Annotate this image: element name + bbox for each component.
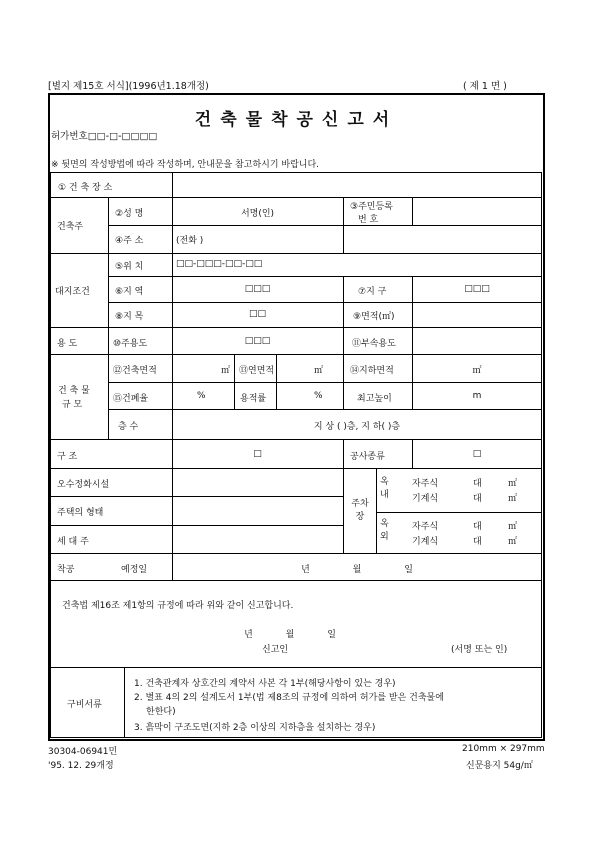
zone-value: □□□ [464,284,490,294]
far-label: 용적률 [240,394,267,404]
district-label: ⑥지 역 [115,287,144,297]
scale-group-label-2: 규 모 [62,400,83,410]
far-unit: % [314,391,323,401]
households-label: 세 대 주 [57,537,89,547]
reporter-label: 신고인 [262,645,289,655]
landuse-label: ⑧지 목 [115,312,144,322]
structure-value: □ [253,449,262,459]
building-area-unit: ㎡ [221,366,231,376]
lot-value: □□-□□□-□□-□□ [176,259,263,269]
indoor-self-label: 자주식 [412,479,439,489]
document-item-2-cont: 한한다) [146,707,176,717]
footer-paper: 신문용지 54g/㎡ [466,761,533,771]
floor-area-label: ⑬연면적 [239,366,275,376]
footer-revised: '95. 12. 29개정 [48,761,114,771]
parking-label: 주차장 [351,499,369,522]
land-group-label: 대지조건 [55,287,90,297]
outdoor-mech-m2: ㎡ [508,537,518,547]
floors-label: 층 수 [118,422,139,432]
footer-code: 30304-06941민 [48,747,118,757]
outdoor-label: 옥외 [380,519,389,542]
basement-area-label: ⑭지하면적 [350,366,394,376]
indoor-mech-unit: 대 [473,494,482,504]
form-title: 건축물착공신고서 [194,110,399,130]
scale-group-label-1: 건 축 물 [58,386,90,396]
outdoor-mech-unit: 대 [473,537,482,547]
sub-use-label: ⑪부속용도 [352,339,396,349]
declaration-text: 건축법 제16조 제1항의 규정에 따라 위와 같이 신고합니다. [62,601,294,611]
building-area-label: ⑫건축면적 [113,366,157,376]
septic-label: 오수정화시설 [57,480,110,490]
start-label: 착공 [57,565,75,575]
owner-group-label: 건축주 [57,222,84,232]
address-value: (전화 ) [176,236,204,246]
name-value: 서명(인) [240,209,275,219]
area-label: ⑨면적(㎡) [353,312,395,322]
outdoor-self-m2: ㎡ [508,522,518,532]
lot-label: ⑤위 치 [115,262,144,272]
coverage-unit: % [197,391,206,401]
location-label: ① 건 축 장 소 [58,183,113,193]
floors-value: 지 상 ( )층, 지 하( )층 [313,422,401,432]
housing-type-label: 주택의 형태 [57,508,104,518]
floor-area-unit: ㎡ [314,366,324,376]
coverage-label: ⑮건폐율 [113,394,149,404]
main-use-label: ⑩주용도 [113,339,148,349]
indoor-self-unit: 대 [473,479,482,489]
max-height-unit: m [472,391,482,401]
page-number: ( 제 1 면 ) [463,81,507,92]
outdoor-self-label: 자주식 [412,522,439,532]
signature-label: (서명 또는 인) [451,645,508,655]
documents-label: 구비서류 [67,700,102,710]
document-item-2: 2. 별표 4의 2의 설계도서 1부(법 제8조의 규정에 의하여 허가를 받은 건축물에 [134,693,444,703]
indoor-label: 옥내 [380,477,389,500]
main-use-value: □□□ [244,336,271,346]
resident-no-label-1: ③주민등록 [350,202,393,212]
address-label: ④주 소 [115,236,144,246]
zone-label: ⑦지 구 [358,287,387,297]
document-item-1: 1. 건축관계자 상호간의 계약서 사본 각 1부(해당사항이 있는 경우) [134,679,396,689]
max-height-label: 최고높이 [357,394,392,404]
work-type-label: 공사종류 [350,452,385,462]
form-number: [별지 제15호 서식](1996년1.18개정) [48,81,209,92]
basement-area-unit: ㎡ [472,366,482,376]
planned-label: 예정일 [121,565,148,575]
landuse-value: □□ [248,309,266,319]
indoor-mech-m2: ㎡ [508,494,518,504]
start-date-value: 년 월 일 [301,565,413,575]
declaration-date: 년 월 일 [244,630,336,640]
name-label: ②성 명 [115,209,144,219]
indoor-self-m2: ㎡ [508,479,518,489]
use-group-label: 용 도 [57,339,78,349]
instruction-notice: ※ 뒷면의 작성방법에 따라 작성하며, 안내문을 참고하시기 바랍니다. [51,160,320,170]
footer-size: 210mm × 297mm [462,744,545,754]
indoor-mech-label: 기계식 [412,494,439,504]
structure-label: 구 조 [57,452,78,462]
outdoor-self-unit: 대 [473,522,482,532]
work-type-value: □ [472,449,482,459]
permit-number: 허가번호□□-□-□□□□ [51,131,158,142]
outdoor-mech-label: 기계식 [412,537,439,547]
document-item-3: 3. 흙막이 구조도면(지하 2층 이상의 지하층을 설치하는 경우) [134,723,376,733]
district-value: □□□ [244,284,271,294]
resident-no-label-2: 번 호 [358,215,379,225]
